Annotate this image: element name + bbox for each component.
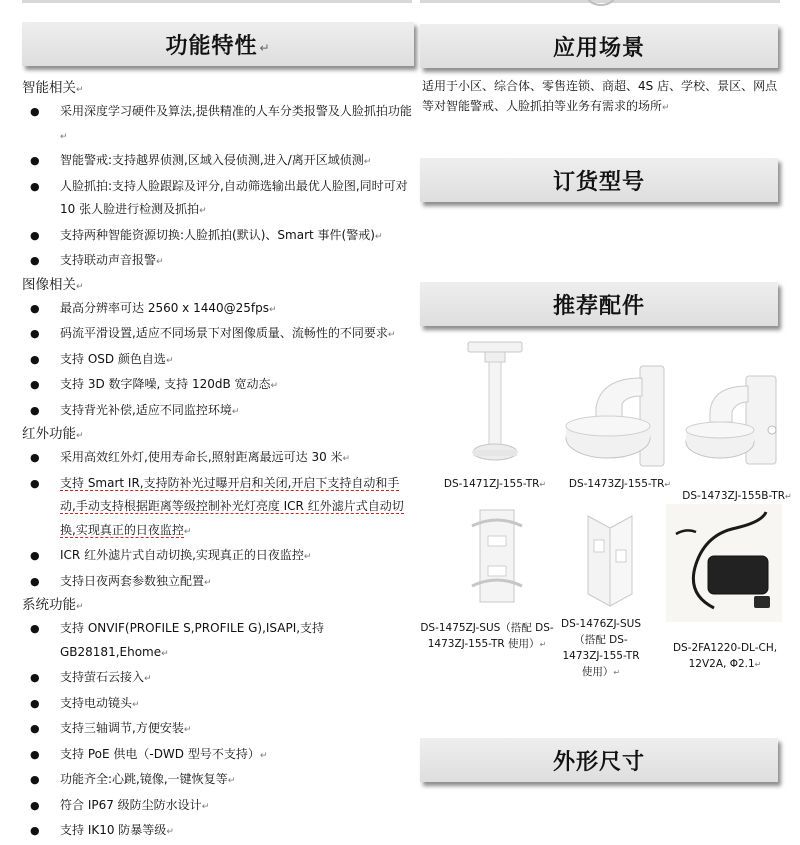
features-list: [22, 78, 414, 845]
list-item: ● 支持两种智能资源切换:人脸抓拍(默认)、Smart 事件(警戒)↵: [30, 227, 383, 242]
wall-mount-junction-box-icon: [682, 372, 782, 472]
list-item: ● 支持背光补偿,适应不同监控环境↵: [30, 402, 240, 417]
list-item: ● 支持萤石云接入↵: [30, 670, 152, 684]
accessory-caption-3: DS-1473ZJ-155B-TR↵: [682, 490, 792, 502]
category-infrared: 红外功能↵: [22, 426, 84, 442]
application-text: 适用于小区、综合体、零售连锁、商超、4S 店、学校、景区、网点等对智能警戒、人脸抓拍等业务有需求的场所↵: [422, 79, 778, 113]
accessory-caption-4: DS-1475ZJ-SUS（搭配 DS-1473ZJ-155-TR 使用）↵: [420, 622, 554, 650]
list-item: ● 智能警戒:支持越界侦测,区域入侵侦测,进入/离开区域侦测↵: [30, 153, 372, 167]
accessories-title: 推荐配件: [552, 293, 645, 319]
list-item: ● 支持联动声音报警↵: [30, 253, 164, 267]
list-item: ● 支持 PoE 供电（-DWD 型号不支持）↵: [30, 746, 268, 761]
list-item: ● 支持 3D 数字降噪, 支持 120dB 宽动态↵: [30, 377, 279, 391]
accessory-caption-5: DS-1476ZJ-SUS（搭配 DS-1473ZJ-155-TR 使用）↵: [561, 618, 641, 678]
list-item: ● 支持 OSD 颜色自选↵: [30, 351, 174, 366]
accessory-caption-6: DS-2FA1220-DL-CH, 12V2A, Φ2.1↵: [672, 642, 778, 670]
category-system: 系统功能↵: [22, 597, 84, 613]
corner-mount-icon: [580, 510, 640, 610]
list-item: ● 支持三轴调节,方便安装↵: [30, 721, 192, 735]
pendant-mount-icon: [460, 338, 530, 466]
list-item: ● 最高分辨率可达 2560 x 1440@25fps↵: [30, 300, 277, 315]
wall-mount-icon: [560, 356, 670, 471]
list-item: ● 采用深度学习硬件及算法,提供精准的人车分类报警及人脸抓拍功能↵: [30, 104, 412, 142]
list-item: ● 人脸抓拍:支持人脸跟踪及评分,自动筛选输出最优人脸图,同时可对 10 张人脸进行检测及抓拍↵: [30, 178, 408, 216]
order-title: 订货型号: [552, 169, 645, 195]
pole-mount-icon: [462, 506, 532, 606]
dimensions-title: 外形尺寸: [552, 749, 645, 775]
list-item: ● 采用高效红外灯,使用寿命长,照射距离最远可达 30 米↵: [30, 450, 351, 464]
list-item: ● 支持 Smart IR,支持防补光过曝开启和关闭,开启下支持自动和手动,手动支持根据距离等级控制补光灯亮度 ICR 红外滤片式自动切换,实现真正的日夜监控↵: [30, 475, 404, 537]
power-adapter-icon: [666, 504, 782, 622]
list-item: ● 功能齐全:心跳,镜像,一键恢复等↵: [30, 772, 236, 786]
category-image: 图像相关↵: [22, 276, 84, 293]
accessory-caption-2: DS-1473ZJ-155-TR↵: [568, 478, 672, 490]
accessory-caption-1: DS-1471ZJ-155-TR↵: [443, 478, 547, 490]
features-banner: 功能特性 ↵: [22, 22, 414, 66]
list-item: ● 支持 ONVIF(PROFILE S,PROFILE G),ISAPI,支持 GB28181,Ehome↵: [30, 621, 325, 659]
list-item: ● 支持电动镜头↵: [30, 695, 140, 710]
list-item: ● 支持日夜两套参数独立配置↵: [30, 573, 212, 588]
order-banner: [420, 158, 778, 202]
list-item: ● 支持 IK10 防暴等级↵: [30, 823, 174, 837]
application-banner: [420, 24, 778, 68]
list-item: ● 符合 IP67 级防尘防水设计↵: [30, 797, 210, 812]
application-title: 应用场景: [552, 35, 645, 61]
list-item: ● 码流平滑设置,适应不同场景下对图像质量、流畅性的不同要求↵: [30, 326, 396, 340]
accessories-banner: [420, 282, 778, 326]
dimensions-banner: [420, 738, 778, 782]
list-item: ● ICR 红外滤片式自动切换,实现真正的日夜监控↵: [30, 548, 312, 562]
features-title: 功能特性: [165, 33, 258, 59]
category-smart: 智能相关↵: [22, 80, 84, 96]
top-edge-lines: [0, 0, 800, 4]
